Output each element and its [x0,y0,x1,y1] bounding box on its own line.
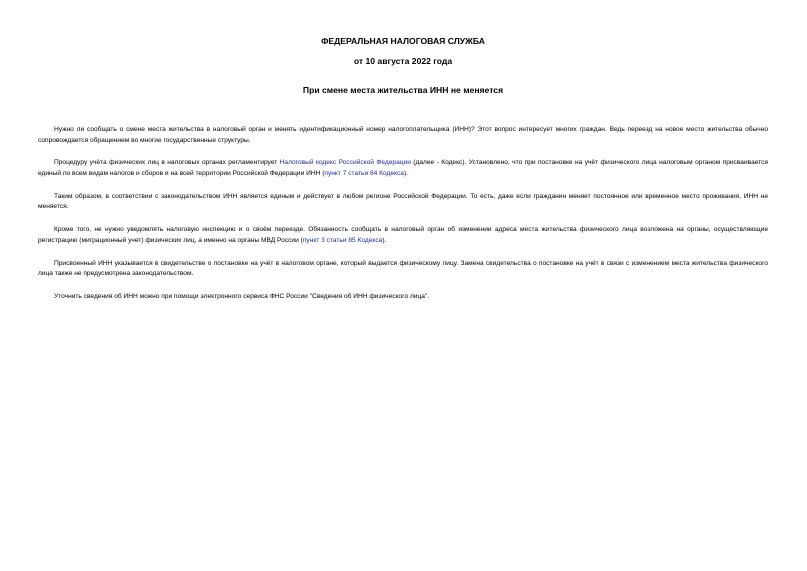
paragraph-3: Таким образом, в соответствии с законодательством ИНН является единым и действует в любом регионе Российской Федерации. То есть, даже если гражданин меняет постоянное или временное место проживания, ИНН не меняется. [38,192,768,211]
document-page [38,0,768,571]
document-body [38,125,768,315]
paragraph-5: Присвоенный ИНН указывается в свидетельстве о постановке на учёт в налоговом органе, который выдается физическому лицу. Замена свидетельства о постановке на учёт в связи с изменением места жительства физического лица также не предусмотрена законодательством. [38,259,768,278]
paragraph-2 [38,158,768,179]
paragraph-2-text-start: Процедуру учёта физических лиц в налоговых органах регламентирует [54,159,280,167]
paragraph-4-text-start: Кроме того, не нужно уведомлять налоговую инспекцию и о своём переезде. Обязанность сообщать в налоговый орган об изменении адреса места жительства физического лица возложена на органы, осуществляющие регистрацию (миграционный учет) физических лиц, а именно на органы МВД России ( [38,226,768,244]
document-title: При смене места жительства ИНН не меняется [302,85,504,95]
agency-name: ФЕДЕРАЛЬНАЯ НАЛОГОВАЯ СЛУЖБА [321,36,485,46]
document-date: от 10 августа 2022 года [353,56,453,66]
paragraph-2-text-end: ). [403,169,408,177]
paragraph-4-text-end: ). [382,236,387,244]
paragraph-1: Нужно ли сообщать о смене места жительства в налоговый орган и менять идентификационный номер налогоплательщика (ИНН)? Этот вопрос интересует многих граждан. Ведь переезд на новое место жительства обычно сопровождается обращением во многие государственные структуры. [38,126,768,144]
paragraph-6: Уточнить сведения об ИНН можно при помощи электронного сервиса ФНС России "Сведения об ИНН физического лица". [54,292,430,300]
tax-code-link[interactable]: Налоговый кодекс Российской Федерации [279,159,411,167]
paragraph-2-text-middle: (далее - Кодекс). Установлено, что при постановке на учёт физического лица налоговым органом присваивается единый по всем видам налогов и сборов и на всей территории Российской Федерации ИНН ( [38,159,768,177]
article-85-link[interactable]: пункт 3 статьи 85 Кодекса [302,236,383,244]
article-84-link[interactable]: пункт 7 статьи 84 Кодекса [324,169,404,177]
paragraph-4 [38,225,768,246]
